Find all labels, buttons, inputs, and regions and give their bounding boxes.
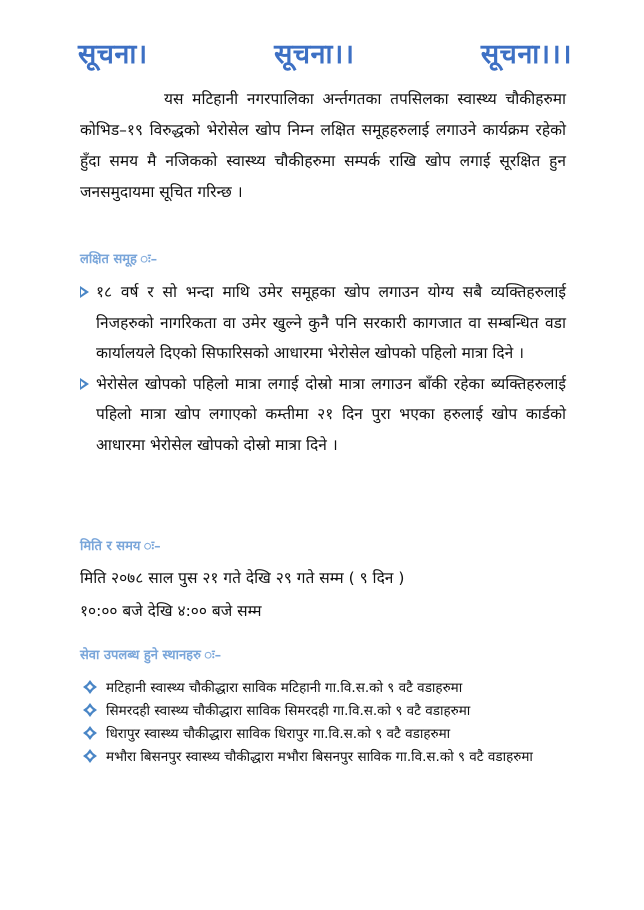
target-group-item-text: भेरोसेल खोपको पहिलो मात्रा लगाई दोस्रो मात्रा लगाउन बाँकी रहेका ब्यक्तिहरुलाई पहिलो मात्रा खोप लगाएको कम्तीमा २१ दिन पुरा भएका हरुलाई खोप कार्डको आधारमा भेरोसेल खोपको दोस्रो मात्रा दिने । [96, 374, 566, 454]
target-group-item [80, 369, 566, 461]
notice-title-3: सूचना।।। [480, 39, 572, 70]
notice-title-2: सूचना।। [274, 39, 355, 70]
arrow-bullet-icon [80, 286, 89, 298]
target-group-list [80, 277, 566, 460]
target-group-item [80, 277, 566, 369]
service-location-item [80, 746, 570, 769]
service-location-text: धिरापुर स्वास्थ्य चौकीद्धारा साविक धिरापुर गा.वि.स.को ९ वटै वडाहरुमा [106, 726, 451, 742]
target-group-heading: लक्षित समूह ः– [80, 252, 158, 267]
diamond-bullet-icon [83, 703, 97, 717]
arrow-bullet-icon [80, 378, 89, 390]
service-location-text: मटिहानी स्वास्थ्य चौकीद्धारा साविक मटिहानी गा.वि.स.को ९ वटै वडाहरुमा [106, 680, 463, 696]
service-location-item [80, 723, 570, 746]
service-locations-heading: सेवा उपलब्ध हुने स्थानहरु ः– [80, 648, 222, 663]
service-location-text: सिमरदही स्वास्थ्य चौकीद्धारा साविक सिमरदही गा.वि.स.को ९ वटै वडाहरुमा [106, 703, 471, 719]
service-location-item [80, 677, 570, 700]
time-range: १०:०० बजे देखि ४:०० बजे सम्म [80, 602, 262, 620]
service-location-text: मभौरा बिसनपुर स्वास्थ्य चौकीद्धारा मभौरा बिसनपुर साविक गा.वि.स.को ९ वटै वडाहरुमा [106, 749, 533, 765]
service-locations-list [80, 677, 570, 769]
title-row [78, 34, 572, 71]
target-group-item-text: १८ वर्ष र सो भन्दा माथि उमेर समूहका खोप लगाउन योग्य सबै व्यक्तिहरुलाई निजहरुको नागरिकता वा उमेर खुल्ने कुनै पनि सरकारी कागजात वा सम्बन्धित वडा कार्यालयले दिएको सिफारिसको आधारमा भेरोसेल खोपको पहिलो मात्रा दिने । [96, 283, 566, 362]
date-time-heading: मिति र समय ः– [80, 539, 161, 554]
date-range: मिति २०७८ साल पुस २१ गते देखि २९ गते सम्म ( ९ दिन ) [80, 569, 405, 587]
intro-paragraph: यस मटिहानी नगरपालिका अर्न्तगतका तपसिलका स्वास्थ्य चौकीहरुमा कोभिड–१९ विरुद्धको भेरोसेल खोप निम्न लक्षित समूहहरुलाई लगाउने कार्यक्रम रहेको हुँदा समय मै नजिकको स्वास्थ्य चौकीहरुमा सम्पर्क राखि खोप लगाई सूरक्षित हुन जनसमुदायमा सूचित गरिन्छ । [80, 90, 566, 201]
diamond-bullet-icon [83, 726, 97, 740]
diamond-bullet-icon [83, 680, 97, 694]
diamond-bullet-icon [83, 749, 97, 763]
notice-title-1: सूचना। [78, 39, 148, 70]
service-location-item [80, 700, 570, 723]
